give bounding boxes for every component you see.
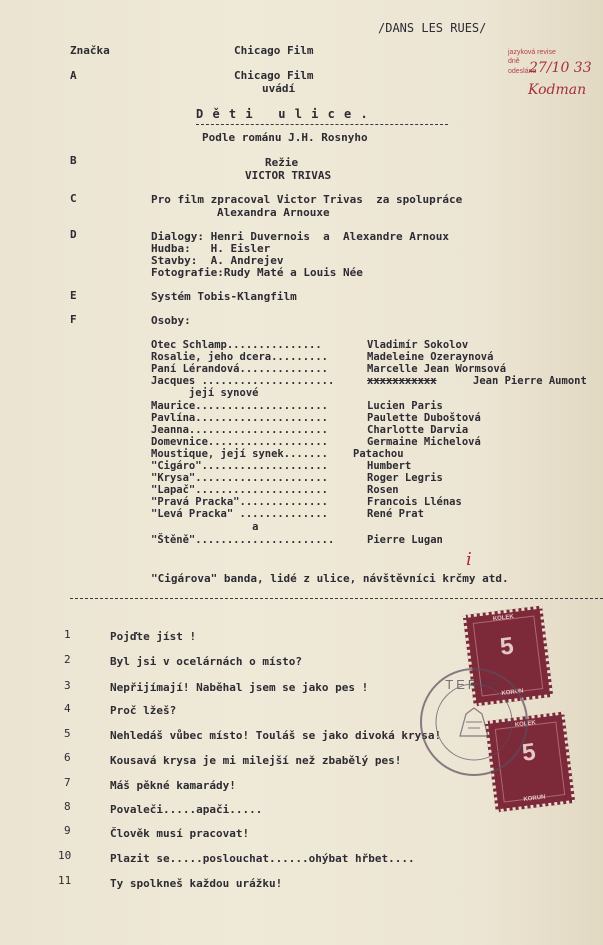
cast-struck-text: xxxxxxxxxxx [367,375,437,387]
cast-role: Jacques ..................... [151,375,335,387]
presenter-line: Chicago Film [234,69,314,82]
subtitle-line: Proč lžeš? [110,704,177,717]
stamp-top-text: KOLEK [514,720,537,729]
title-underline [196,124,448,125]
cast-role: Maurice..................... [151,400,329,412]
credit-line: Hudba: H. Eisler [151,242,271,255]
subtitle-line: Pojďte jíst ! [110,630,197,643]
subtitle-line: Máš pěkné kamarády! [110,779,236,792]
cast-role: Moustique, její synek....... [151,448,329,460]
label-c: C [70,192,77,205]
cast-actor: Madeleine Ozeraynová [367,351,494,363]
stamp-top-text: KOLEK [492,614,515,623]
cast-role: Pavlína..................... [151,412,329,424]
cast-footer: "Cigárova" banda, lidé z ulice, návštěvníci krčmy atd. [151,572,509,585]
cast-actor: Marcelle Jean Wormsová [367,363,507,375]
cast-actor: Charlotte Darvia [367,424,469,436]
cast-heading: Osoby: [151,314,191,327]
cast-role: "Cigáro".................... [151,460,329,472]
director-heading: Režie [265,156,299,169]
cast-conjunction: a [151,521,259,533]
cast-role: Jeanna...................... [151,424,329,436]
label-f: F [70,313,77,326]
cast-actor: Vladimír Sokolov [367,339,469,351]
subtitle-line: Nepřijímají! Naběhal jsem se jako pes ! [110,681,369,694]
postmark-text: TERST [445,677,503,692]
corner-title: /DANS LES RUES/ [378,21,487,35]
cast-actor: Jean Pierre Aumont [473,375,587,387]
correction-mark: i [466,549,472,570]
line-number: 1 [64,628,71,641]
subtitle-line: Člověk musí pracovat! [110,827,250,840]
presenter-line-2: uvádí [262,82,296,95]
cast-group-note: její synové [151,387,259,399]
line-number: 6 [64,751,71,764]
cast-actor: Francois Llénas [367,496,462,508]
approval-stamp-line: odesláno [508,67,537,75]
adaptation-line: Pro film zpracoval Victor Trivas za spolupráce [151,193,463,206]
cast-actor: Rosen [367,484,399,496]
label-b: B [70,154,77,167]
credit-line: Dialogy: Henri Duvernois a Alexandre Arnoux [151,230,450,243]
lion-emblem-icon [422,670,526,774]
line-number: 4 [64,702,71,715]
label-d: D [70,228,77,241]
subtitle-line: Nehledáš vůbec místo! Touláš se jako divoká krysa! [110,729,442,742]
cast-role: "Štěně"...................... [151,534,335,546]
adaptation-line-2: Alexandra Arnouxe [217,206,330,219]
approval-stamp-line: jazyková revise [508,49,556,56]
cast-role: Domevnice................... [151,436,329,448]
cast-actor: Germaine Michelová [367,436,481,448]
cast-actor: Humbert [367,460,412,472]
cast-role: Rosalie, jeho dcera......... [151,351,329,363]
cast-role: "Levá Pracka" .............. [151,508,329,520]
film-title: D ě t i u l i c e . [196,107,369,121]
line-number: 2 [64,653,71,666]
producer-line: Chicago Film [234,44,314,57]
cast-role: Paní Lérandová.............. [151,363,329,375]
line-number: 7 [64,776,71,789]
stamp-bottom-text: KORUN [501,688,524,698]
sound-system: Systém Tobis-Klangfilm [151,290,297,303]
approval-stamp-line: dně [508,58,520,66]
line-number: 3 [64,679,71,692]
cast-actor: Patachou [353,448,404,460]
line-number: 9 [64,824,71,837]
cast-role: "Krysa"..................... [151,472,329,484]
credit-line: Stavby: A. Andrejev [151,254,284,267]
subtitle-line: Plazit se.....poslouchat......ohýbat hřbet.... [110,852,415,865]
director-name: VICTOR TRIVAS [245,169,332,182]
line-number: 11 [58,874,72,887]
subtitle-line: Kousavá krysa je mi milejší než zbabělý pes! [110,754,402,767]
cast-actor: Paulette Duboštová [367,412,481,424]
subtitle-line: Byl jsi v ocelárnách o místo? [110,655,303,668]
cast-role: "Lapač"..................... [151,484,329,496]
cast-role: "Pravá Pracka".............. [151,496,329,508]
label-znacka: Značka [70,44,110,57]
cast-actor: René Prat [367,508,424,520]
stamp-value: 5 [520,738,538,767]
subtitle-line: Ty spolkneš každou urážku! [110,877,283,890]
cast-actor: Roger Legris [367,472,443,484]
cast-role: Otec Schlamp............... [151,339,322,351]
stamp-value: 5 [498,632,516,661]
approval-signature: Kodman [528,82,587,98]
postmark [420,668,528,776]
label-e: E [70,289,77,302]
approval-date: 27/10 33 [529,60,592,76]
label-a: A [70,69,77,82]
cast-actor: Lucien Paris [367,400,443,412]
line-number: 8 [64,800,71,813]
subtitle-line: Povaleči.....apači..... [110,803,263,816]
credit-line: Fotografie:Rudy Maté a Louis Née [151,266,363,279]
source-note: Podle románu J.H. Rosnyho [202,131,368,144]
stamp-bottom-text: KORUN [523,794,546,804]
cast-actor: Pierre Lugan [367,534,443,546]
section-divider [70,598,603,599]
line-number: 5 [64,727,71,740]
line-number: 10 [58,849,72,862]
